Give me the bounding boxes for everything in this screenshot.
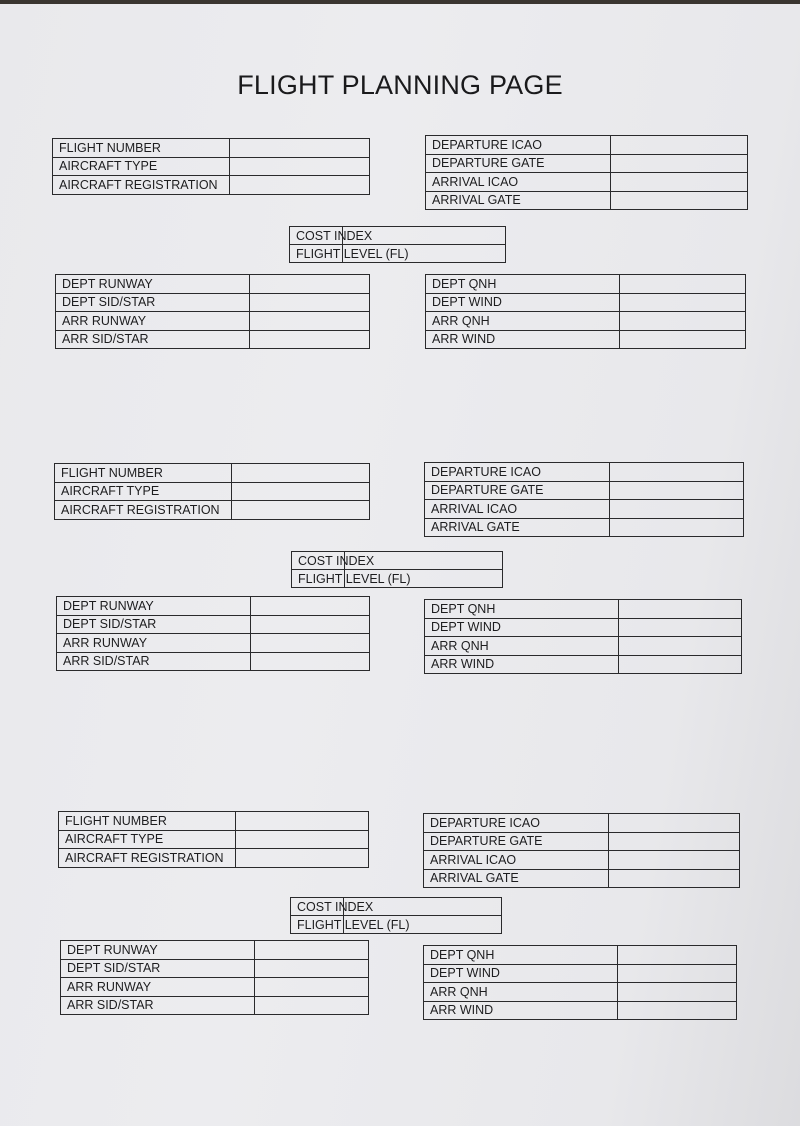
field-value-blank[interactable] xyxy=(236,830,369,849)
field-value-blank[interactable] xyxy=(619,637,742,656)
airport-info-table-2 xyxy=(424,462,744,537)
field-label: AIRCRAFT TYPE xyxy=(53,157,230,176)
field-label: COST INDEX xyxy=(291,898,344,916)
form-row xyxy=(56,312,370,331)
field-value-blank[interactable] xyxy=(620,312,746,331)
field-label: FLIGHT LEVEL (FL) xyxy=(292,570,345,588)
field-value-blank[interactable] xyxy=(236,812,369,831)
field-label: AIRCRAFT REGISTRATION xyxy=(59,849,236,868)
form-row xyxy=(55,482,370,501)
field-value-blank[interactable] xyxy=(611,154,748,173)
field-label: DEPT QNH xyxy=(426,275,620,294)
form-row xyxy=(291,898,502,916)
form-row xyxy=(57,652,370,671)
form-row xyxy=(426,136,748,155)
form-row xyxy=(426,191,748,210)
form-row xyxy=(57,615,370,634)
form-row xyxy=(290,245,506,263)
field-label: FLIGHT NUMBER xyxy=(53,139,230,158)
field-value-blank[interactable] xyxy=(230,157,370,176)
form-row xyxy=(425,600,742,619)
cruise-info-table-3 xyxy=(290,897,502,934)
form-row xyxy=(61,978,369,997)
cruise-info-table-2 xyxy=(291,551,503,588)
field-label: DEPARTURE ICAO xyxy=(426,136,611,155)
form-row xyxy=(425,618,742,637)
field-value-blank[interactable] xyxy=(251,634,370,653)
field-label: DEPT RUNWAY xyxy=(61,941,255,960)
field-label: ARR SID/STAR xyxy=(61,996,255,1015)
field-label: ARR RUNWAY xyxy=(61,978,255,997)
field-value-blank[interactable] xyxy=(618,1001,737,1020)
field-label: ARR WIND xyxy=(425,655,619,674)
field-value-blank[interactable] xyxy=(610,518,744,537)
form-row xyxy=(424,869,740,888)
field-label: DEPT WIND xyxy=(424,964,618,983)
field-label: COST INDEX xyxy=(290,227,343,245)
field-label: DEPT QNH xyxy=(424,946,618,965)
field-label: FLIGHT LEVEL (FL) xyxy=(290,245,343,263)
field-value-blank[interactable] xyxy=(611,191,748,210)
form-row xyxy=(57,597,370,616)
airport-info-table-1 xyxy=(425,135,748,210)
form-row xyxy=(425,655,742,674)
runway-info-table-3 xyxy=(60,940,369,1015)
field-value-blank[interactable] xyxy=(255,959,369,978)
form-row xyxy=(426,275,746,294)
flight-info-table-1 xyxy=(52,138,370,195)
field-label: FLIGHT NUMBER xyxy=(59,812,236,831)
field-label: DEPT WIND xyxy=(425,618,619,637)
form-row xyxy=(53,139,370,158)
page-title: FLIGHT PLANNING PAGE xyxy=(237,70,563,100)
field-label: AIRCRAFT REGISTRATION xyxy=(55,501,232,520)
field-value-blank[interactable] xyxy=(619,655,742,674)
field-label: ARR WIND xyxy=(424,1001,618,1020)
field-label: DEPARTURE GATE xyxy=(424,832,609,851)
form-row xyxy=(425,500,744,519)
form-row xyxy=(56,293,370,312)
field-label: ARRIVAL ICAO xyxy=(424,851,609,870)
form-row xyxy=(426,173,748,192)
form-row xyxy=(53,157,370,176)
form-row xyxy=(57,634,370,653)
field-value-blank[interactable] xyxy=(232,501,370,520)
field-value-blank[interactable] xyxy=(609,814,740,833)
form-row xyxy=(59,849,369,868)
field-label: FLIGHT NUMBER xyxy=(55,464,232,483)
field-value-blank[interactable] xyxy=(620,330,746,349)
form-row xyxy=(61,959,369,978)
field-value-blank[interactable] xyxy=(610,481,744,500)
form-row xyxy=(424,851,740,870)
field-label: COST INDEX xyxy=(292,552,345,570)
flight-info-table-2 xyxy=(54,463,370,520)
field-label: ARR RUNWAY xyxy=(56,312,250,331)
field-label: DEPT RUNWAY xyxy=(56,275,250,294)
form-row xyxy=(424,814,740,833)
field-value-blank[interactable] xyxy=(255,978,369,997)
field-value-blank[interactable] xyxy=(618,983,737,1002)
field-label: DEPARTURE ICAO xyxy=(424,814,609,833)
field-label: FLIGHT LEVEL (FL) xyxy=(291,916,344,934)
form-row xyxy=(59,812,369,831)
field-value-blank[interactable] xyxy=(230,139,370,158)
form-row xyxy=(55,464,370,483)
airport-info-table-3 xyxy=(423,813,740,888)
field-value-blank[interactable] xyxy=(619,618,742,637)
field-value-blank[interactable] xyxy=(250,275,370,294)
field-label: DEPT SID/STAR xyxy=(56,293,250,312)
field-label: ARRIVAL GATE xyxy=(424,869,609,888)
field-label: DEPARTURE GATE xyxy=(425,481,610,500)
field-label: ARRIVAL ICAO xyxy=(425,500,610,519)
field-value-blank[interactable] xyxy=(232,464,370,483)
form-row xyxy=(292,570,503,588)
field-label: DEPT RUNWAY xyxy=(57,597,251,616)
form-row xyxy=(426,312,746,331)
form-row xyxy=(424,946,737,965)
field-value-blank[interactable] xyxy=(610,463,744,482)
field-label: ARR QNH xyxy=(426,312,620,331)
field-label: DEPARTURE ICAO xyxy=(425,463,610,482)
form-row xyxy=(424,1001,737,1020)
form-row xyxy=(424,983,737,1002)
form-row xyxy=(61,941,369,960)
field-label: ARRIVAL GATE xyxy=(426,191,611,210)
field-value-blank[interactable] xyxy=(618,964,737,983)
form-row xyxy=(291,916,502,934)
form-row xyxy=(424,832,740,851)
cruise-info-table-1 xyxy=(289,226,506,263)
field-value-blank[interactable] xyxy=(251,597,370,616)
form-row xyxy=(425,637,742,656)
form-row xyxy=(425,481,744,500)
form-row xyxy=(292,552,503,570)
field-value-blank[interactable] xyxy=(619,600,742,619)
field-value-blank[interactable] xyxy=(611,173,748,192)
field-label: ARR RUNWAY xyxy=(57,634,251,653)
runway-info-table-1 xyxy=(55,274,370,349)
runway-info-table-2 xyxy=(56,596,370,671)
field-value-blank[interactable] xyxy=(230,176,370,195)
field-label: ARR QNH xyxy=(424,983,618,1002)
field-value-blank[interactable] xyxy=(611,136,748,155)
field-label: ARR SID/STAR xyxy=(57,652,251,671)
field-label: AIRCRAFT TYPE xyxy=(59,830,236,849)
form-row xyxy=(426,293,746,312)
field-label: ARR QNH xyxy=(425,637,619,656)
field-value-blank[interactable] xyxy=(609,869,740,888)
weather-info-table-1 xyxy=(425,274,746,349)
field-value-blank[interactable] xyxy=(620,275,746,294)
form-row xyxy=(424,964,737,983)
form-row xyxy=(61,996,369,1015)
field-value-blank[interactable] xyxy=(251,652,370,671)
form-row xyxy=(426,330,746,349)
field-label: ARR SID/STAR xyxy=(56,330,250,349)
field-label: ARR WIND xyxy=(426,330,620,349)
form-row xyxy=(55,501,370,520)
form-row xyxy=(53,176,370,195)
form-row xyxy=(56,275,370,294)
field-label: DEPARTURE GATE xyxy=(426,154,611,173)
form-row xyxy=(290,227,506,245)
desk-background xyxy=(0,0,800,4)
field-value-blank[interactable] xyxy=(255,941,369,960)
field-label: DEPT QNH xyxy=(425,600,619,619)
flight-info-table-3 xyxy=(58,811,369,868)
field-value-blank[interactable] xyxy=(236,849,369,868)
weather-info-table-2 xyxy=(424,599,742,674)
field-label: DEPT SID/STAR xyxy=(61,959,255,978)
form-row xyxy=(425,518,744,537)
field-label: ARRIVAL GATE xyxy=(425,518,610,537)
field-value-blank[interactable] xyxy=(609,832,740,851)
field-value-blank[interactable] xyxy=(610,500,744,519)
field-value-blank[interactable] xyxy=(618,946,737,965)
field-value-blank[interactable] xyxy=(250,312,370,331)
field-value-blank[interactable] xyxy=(620,293,746,312)
form-row xyxy=(425,463,744,482)
field-label: AIRCRAFT TYPE xyxy=(55,482,232,501)
field-value-blank[interactable] xyxy=(250,330,370,349)
form-row xyxy=(56,330,370,349)
field-label: DEPT WIND xyxy=(426,293,620,312)
form-row xyxy=(426,154,748,173)
weather-info-table-3 xyxy=(423,945,737,1020)
field-label: AIRCRAFT REGISTRATION xyxy=(53,176,230,195)
field-value-blank[interactable] xyxy=(251,615,370,634)
field-value-blank[interactable] xyxy=(609,851,740,870)
field-value-blank[interactable] xyxy=(250,293,370,312)
field-value-blank[interactable] xyxy=(255,996,369,1015)
field-value-blank[interactable] xyxy=(232,482,370,501)
field-label: DEPT SID/STAR xyxy=(57,615,251,634)
field-label: ARRIVAL ICAO xyxy=(426,173,611,192)
form-row xyxy=(59,830,369,849)
